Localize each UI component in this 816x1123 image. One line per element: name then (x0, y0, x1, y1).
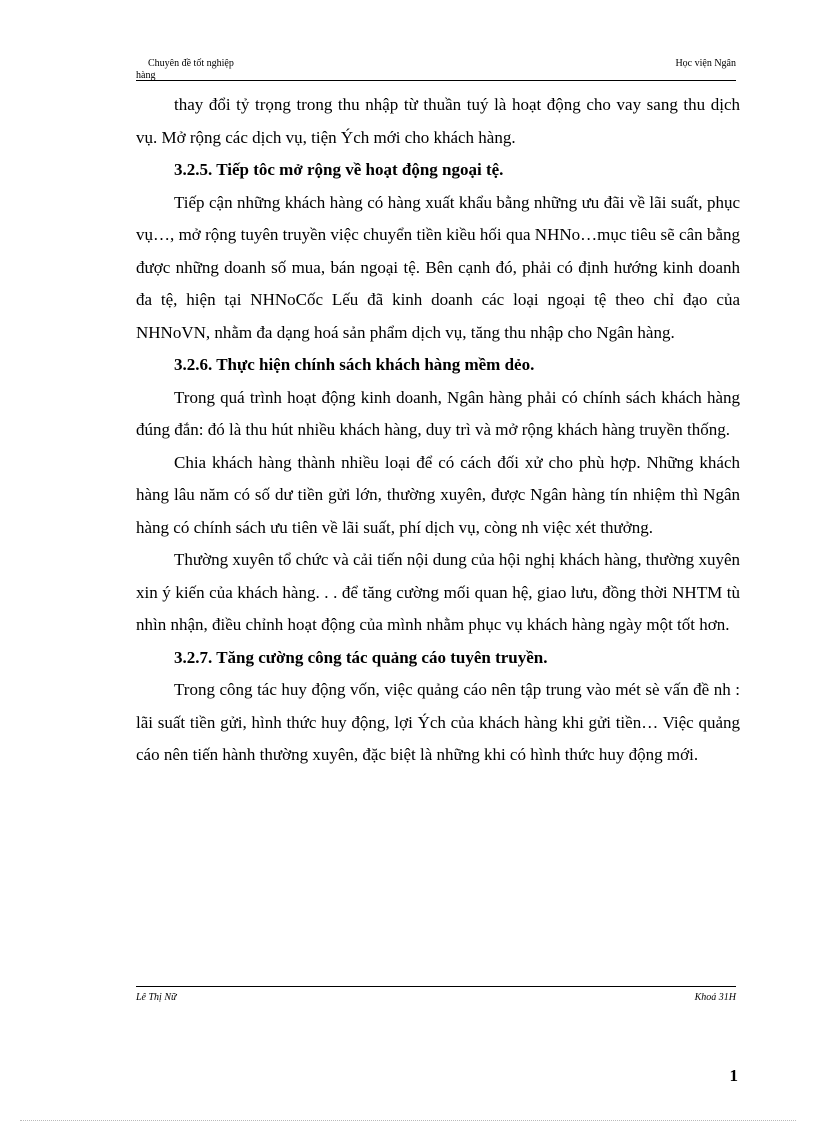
page-number: 1 (729, 1066, 738, 1085)
section-heading-3-2-6: 3.2.6. Thực hiện chính sách khách hàng mềm dẻo. (174, 355, 535, 374)
document-body (136, 89, 740, 772)
paragraph-6: Trong công tác huy động vốn, việc quảng cáo nên tập trung vào mét sè vấn đề nh : lãi suất tiền gửi, hình thức huy động, lợi Ých của khách hàng khi gửi tiền… Việc quảng cáo nên tiến hành thường xuyên, đặc biệt là những khi có hình thức huy động mới. (136, 680, 740, 764)
paragraph-4: Chia khách hàng thành nhiều loại để có cách đối xử cho phù hợp. Những khách hàng lâu năm có số dư tiền gửi lớn, thường xuyên, được Ngân hàng tín nhiệm thì Ngân hàng có chính sách ưu tiên về lãi suất, phí dịch vụ, còng nh việc xét thưởng. (136, 452, 740, 537)
footer-author: Lê Thị Nữ (136, 992, 177, 1003)
header-divider (136, 80, 736, 81)
footer-divider (136, 986, 736, 987)
paragraph-5: Thường xuyên tổ chức và cải tiến nội dung của hội nghị khách hàng, thường xuyên xin ý kiến của khách hàng. . . để tăng cường mối quan hệ, giao lưu, đồng thời NHTM tù nhìn nhận, điều chỉnh hoạt động của mình nhằm phục vụ khách hàng ngày một tốt hơn. (136, 550, 740, 634)
paragraph-2: Tiếp cận những khách hàng có hàng xuất khẩu bằng những ưu đãi về lãi suất, phục vụ…, mở rộng tuyên truyền việc chuyển tiền kiều hối qua NHNo…mục tiêu sẽ cân bằng được những doanh số mua, bán ngoại tệ. Bên cạnh đó, phải có định hướng kinh doanh đa tệ, hiện tại NHNoCốc Lếu đã kinh doanh các loại ngoại tệ theo chỉ đạo của NHNoVN, nhằm đa dạng hoá sản phẩm dịch vụ, tăng thu nhập cho Ngân hàng. (136, 192, 740, 342)
section-heading-3-2-7: 3.2.7. Tăng cường công tác quảng cáo tuyên truyền. (174, 647, 548, 667)
section-heading-3-2-5: 3.2.5. Tiếp tôc mở rộng về hoạt động ngoại tệ. (174, 160, 504, 179)
header-right: Học viện Ngân (675, 58, 736, 69)
page-bottom-edge (20, 1120, 796, 1121)
header-left-line2: hàng (136, 70, 156, 81)
footer-class: Khoá 31H (694, 992, 736, 1003)
paragraph-1: thay đổi tỷ trọng trong thu nhập từ thuần tuý là hoạt động cho vay sang thu dịch vụ. Mở rộng các dịch vụ, tiện Ých mới cho khách hàng. (136, 95, 740, 147)
header-left-line1: Chuyên đề tốt nghiệp (148, 58, 234, 69)
paragraph-3: Trong quá trình hoạt động kinh doanh, Ngân hàng phải có chính sách khách hàng đúng đắn: đó là thu hút nhiều khách hàng, duy trì và mở rộng khách hàng truyền thống. (136, 387, 740, 439)
